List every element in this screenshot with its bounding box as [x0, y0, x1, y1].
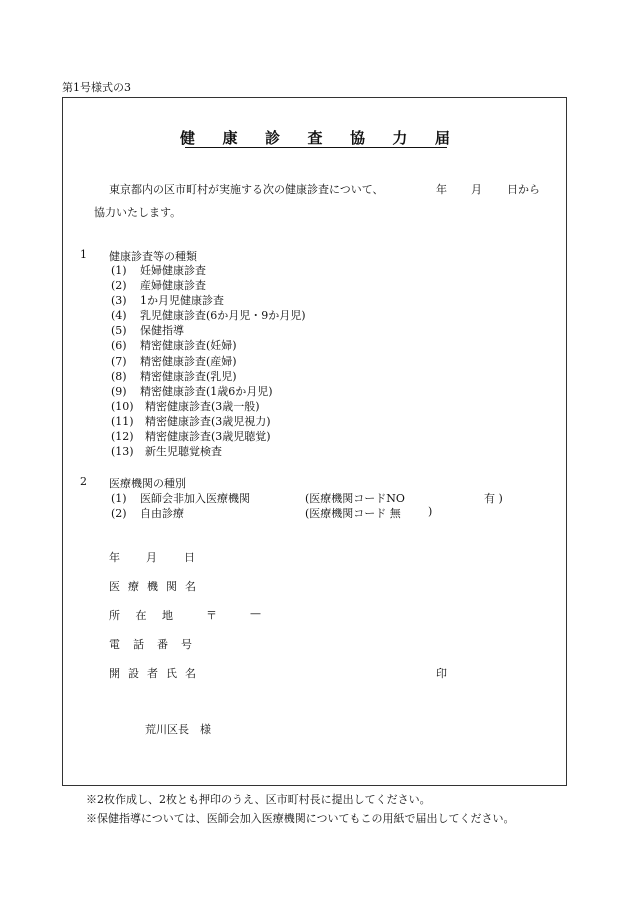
intro-month: 月	[471, 183, 482, 196]
item-number: (1)	[111, 264, 127, 277]
item-label: 産婦健康診査	[140, 279, 206, 293]
intro-line1: 東京都内の区市町村が実施する次の健康診査について、	[109, 183, 384, 196]
date-month: 月	[146, 551, 157, 564]
item-number: (5)	[111, 324, 127, 338]
intro-year: 年	[436, 183, 447, 196]
postal-mark: 〒	[206, 609, 217, 622]
list-item	[111, 323, 306, 338]
title-underline	[185, 147, 447, 148]
list-item	[111, 399, 306, 414]
item-label: 精密健康診査(乳児)	[140, 369, 237, 383]
item-label: 1か月児健康診査	[140, 294, 224, 308]
item-number: (3)	[111, 294, 127, 308]
item-label: 妊婦健康診査	[140, 264, 206, 277]
title-char: 診	[264, 129, 280, 147]
item-label: 乳児健康診査(6か月児・9か月児)	[140, 309, 306, 323]
section2-number: 2	[80, 475, 87, 488]
intro-day-from: 日から	[507, 183, 540, 196]
item-label: 精密健康診査(3歳一般)	[145, 399, 260, 413]
list-item	[111, 414, 306, 429]
list-item	[111, 293, 306, 308]
section2-item-2	[111, 505, 184, 521]
address-label: 所 在 地	[109, 609, 173, 622]
institution-code-label: (医療機関コードNO	[305, 492, 405, 505]
free-care-code-label: (医療機関コード 無	[305, 507, 401, 520]
list-item	[111, 263, 306, 278]
item-number: (1)	[111, 492, 127, 505]
title-char: 届	[434, 129, 450, 147]
item-number: (10)	[111, 399, 134, 413]
date-year: 年	[109, 551, 120, 564]
section1-heading: 健康診査等の種類	[109, 250, 197, 263]
item-label: 精密健康診査(1歳6か月児)	[140, 384, 273, 398]
list-item	[111, 429, 306, 444]
item-label: 医師会非加入医療機関	[140, 492, 250, 505]
institution-code-tail: 有 )	[484, 492, 503, 505]
note-1: ※2枚作成し、2枚とも押印のうえ、区市町村長に提出してください。	[86, 793, 431, 806]
institution-name-label: 医療機関名	[109, 580, 204, 593]
title-char: 査	[307, 129, 323, 147]
free-care-code-tail: )	[428, 505, 433, 518]
item-number: (4)	[111, 309, 127, 323]
note-2: ※保健指導については、医師会加入医療機関についてもこの用紙で届出してください。	[86, 812, 515, 825]
intro-line2: 協力いたします。	[94, 206, 182, 219]
item-number: (9)	[111, 384, 127, 398]
item-label: 精密健康診査(3歳児視力)	[145, 414, 271, 428]
postal-dash: —	[250, 607, 261, 620]
founder-name-label: 開設者氏名	[109, 667, 204, 680]
item-number: (2)	[111, 507, 127, 520]
section1-list	[111, 263, 306, 459]
list-item	[111, 308, 306, 323]
form-title	[180, 127, 450, 148]
item-label: 精密健康診査(3歳児聴覚)	[145, 430, 271, 444]
list-item	[111, 354, 306, 369]
item-number: (11)	[111, 414, 134, 428]
section2-item-1	[111, 490, 250, 506]
item-label: 新生児聴覚検査	[145, 445, 222, 459]
item-number: (13)	[111, 445, 134, 459]
section2-heading: 医療機関の種別	[109, 477, 186, 490]
list-item	[111, 278, 306, 293]
list-item	[111, 338, 306, 353]
phone-label: 電話番号	[109, 638, 205, 651]
title-char: 協	[349, 129, 365, 147]
date-day: 日	[184, 551, 195, 564]
section1-number: 1	[80, 248, 87, 261]
list-item	[111, 369, 306, 384]
item-label: 自由診療	[140, 507, 184, 520]
item-number: (2)	[111, 279, 127, 293]
item-number: (8)	[111, 369, 127, 383]
seal-mark: 印	[436, 667, 447, 680]
list-item	[111, 444, 306, 459]
form-number: 第1号様式の3	[62, 81, 131, 94]
item-label: 精密健康診査(産婦)	[140, 354, 237, 368]
item-number: (6)	[111, 339, 127, 353]
item-label: 精密健康診査(妊婦)	[140, 339, 237, 353]
addressee: 荒川区長 様	[145, 723, 211, 736]
title-char: 力	[392, 129, 408, 147]
title-char: 康	[222, 129, 238, 147]
item-label: 保健指導	[140, 324, 184, 338]
item-number: (7)	[111, 354, 127, 368]
title-char: 健	[180, 129, 196, 147]
item-number: (12)	[111, 430, 134, 444]
list-item	[111, 384, 306, 399]
